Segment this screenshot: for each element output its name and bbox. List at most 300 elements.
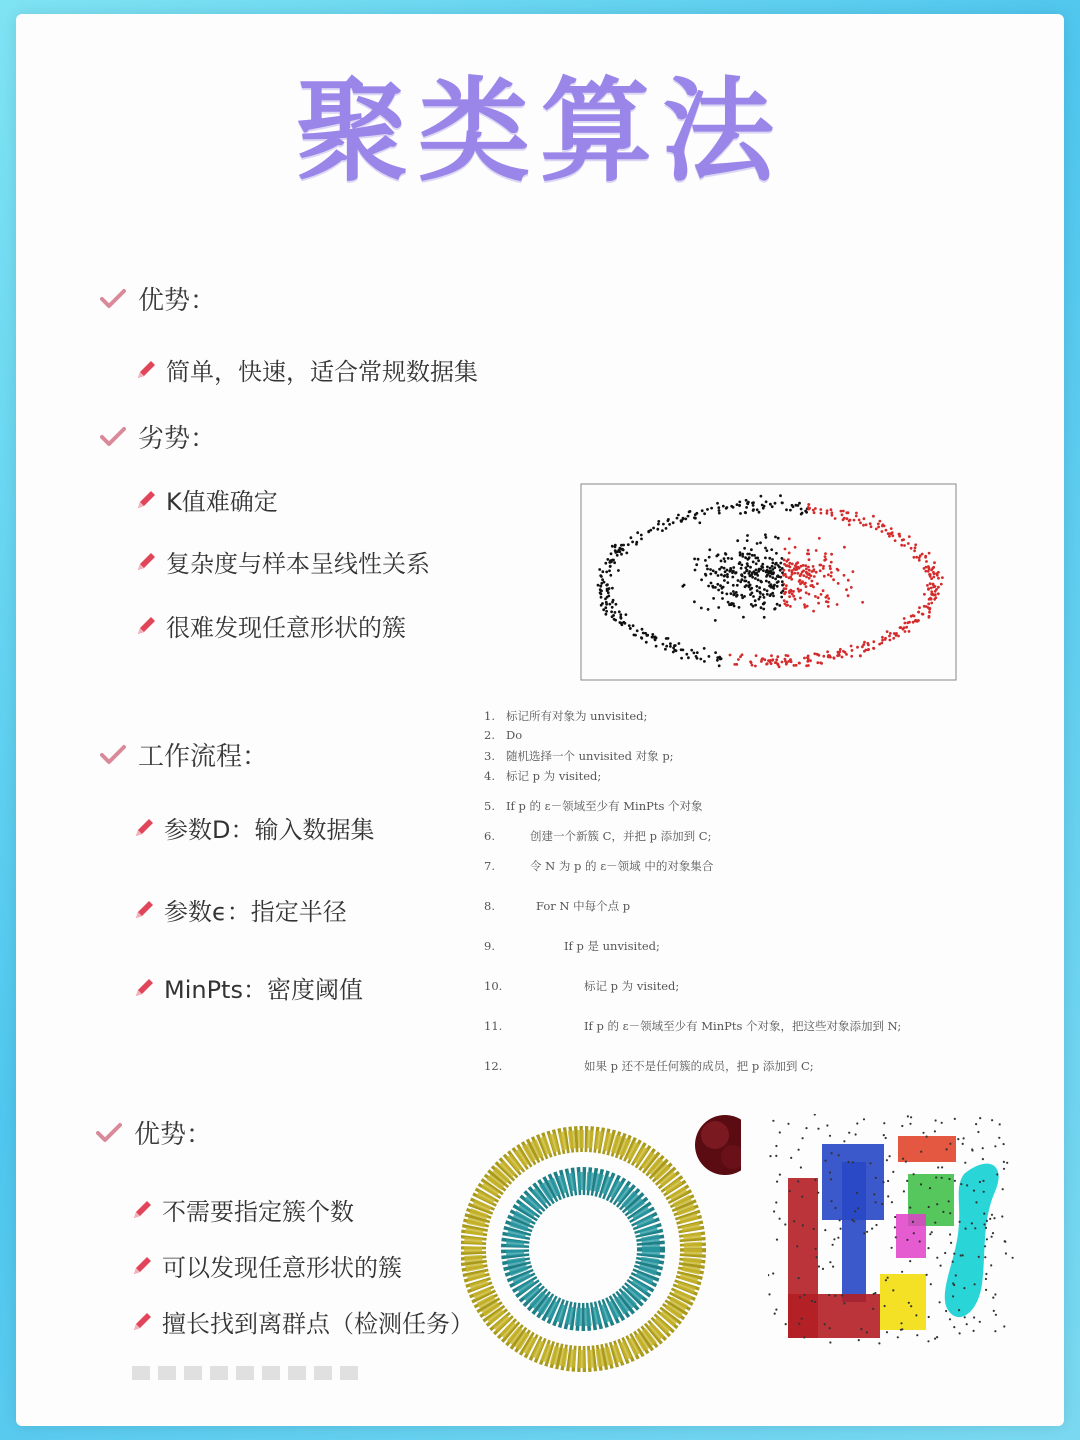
scatter-point — [763, 658, 766, 661]
scatter-point — [640, 538, 643, 541]
scatter-point — [755, 654, 758, 657]
scatter-point — [720, 560, 723, 563]
noise-point — [793, 1220, 795, 1222]
noise-point — [799, 1296, 801, 1298]
scatter-point — [611, 545, 614, 548]
noise-point — [936, 1257, 938, 1259]
scatter-point — [611, 601, 614, 604]
scatter-point — [842, 650, 845, 653]
noise-point — [779, 1218, 781, 1220]
noise-point — [769, 1155, 771, 1157]
scatter-point — [803, 603, 806, 606]
noise-point — [829, 1171, 831, 1173]
scatter-point — [791, 569, 794, 572]
scatter-point — [633, 634, 636, 637]
scatter-point — [801, 571, 804, 574]
list-item: 参数D：输入数据集 — [132, 810, 374, 845]
scatter-point — [760, 495, 763, 498]
scatter-point — [808, 569, 811, 572]
scatter-point — [792, 505, 795, 508]
noise-point — [909, 1123, 911, 1125]
scatter-point — [620, 544, 623, 547]
scatter-point — [759, 541, 762, 544]
pencil-icon — [130, 1198, 154, 1222]
noise-point — [798, 1277, 800, 1279]
noise-point — [875, 1177, 877, 1179]
noise-point — [993, 1217, 995, 1219]
scatter-point — [657, 520, 660, 523]
scatter-point — [768, 581, 771, 584]
scatter-point — [852, 570, 855, 573]
scatter-point — [736, 503, 739, 506]
scatter-point — [612, 614, 615, 617]
list-item: MinPts：密度阈值 — [132, 970, 363, 1005]
scatter-point — [910, 547, 913, 550]
scatter-point — [809, 584, 812, 587]
scatter-point — [814, 595, 817, 598]
scatter-point — [624, 622, 627, 625]
noise-point — [897, 1336, 899, 1338]
scatter-point — [758, 511, 761, 514]
scatter-point — [743, 547, 746, 550]
scatter-point — [806, 605, 809, 608]
scatter-point — [720, 573, 723, 576]
scatter-point — [804, 510, 807, 513]
scatter-point — [783, 592, 786, 595]
scatter-point — [716, 502, 719, 505]
noise-point — [934, 1222, 936, 1224]
scatter-point — [779, 576, 782, 579]
scatter-point — [791, 573, 794, 576]
noise-point — [892, 1289, 894, 1291]
scatter-point — [850, 645, 853, 648]
scatter-point — [805, 571, 808, 574]
scatter-point — [830, 508, 833, 511]
scatter-point — [717, 589, 720, 592]
scatter-point — [740, 564, 743, 567]
scatter-point — [807, 549, 810, 552]
scatter-point — [744, 511, 747, 514]
noise-point — [978, 1256, 980, 1258]
noise-point — [829, 1261, 831, 1263]
scatter-point — [672, 521, 675, 524]
noise-point — [952, 1295, 954, 1297]
scatter-point — [841, 513, 844, 516]
scatter-point — [887, 532, 890, 535]
scatter-point — [600, 596, 603, 599]
noise-point — [983, 1223, 985, 1225]
scatter-point — [776, 603, 779, 606]
noise-point — [886, 1159, 888, 1161]
scatter-point — [788, 552, 791, 555]
scatter-point — [707, 608, 710, 611]
scatter-point — [613, 561, 616, 564]
scatter-point — [799, 574, 802, 577]
scatter-point — [739, 551, 742, 554]
scatter-point — [599, 574, 602, 577]
noise-point — [990, 1264, 992, 1266]
scatter-point — [741, 578, 744, 581]
scatter-point — [908, 630, 911, 633]
scatter-point — [776, 585, 779, 588]
scatter-point — [760, 658, 763, 661]
scatter-point — [601, 578, 604, 581]
scatter-point — [822, 655, 825, 658]
scatter-point — [744, 576, 747, 579]
scatter-point — [765, 575, 768, 578]
scatter-point — [784, 602, 787, 605]
scatter-point — [741, 596, 744, 599]
scatter-point — [850, 586, 853, 589]
noise-point — [945, 1310, 947, 1312]
scatter-point — [684, 518, 687, 521]
scatter-point — [693, 516, 696, 519]
noise-point — [828, 1294, 830, 1296]
scatter-point — [791, 563, 794, 566]
scatter-point — [754, 599, 757, 602]
noise-point — [883, 1134, 885, 1136]
pencil-icon — [134, 488, 158, 512]
scatter-point — [746, 534, 749, 537]
scatter-point — [655, 637, 658, 640]
noise-point — [920, 1183, 922, 1185]
kmeans-scatter-image — [536, 466, 966, 696]
scatter-point — [755, 585, 758, 588]
noise-point — [830, 1200, 832, 1202]
scatter-point — [696, 651, 699, 654]
scatter-point — [766, 549, 769, 552]
scatter-point — [721, 597, 724, 600]
scatter-point — [726, 581, 729, 584]
scatter-point — [847, 594, 850, 597]
scatter-point — [719, 584, 722, 587]
scatter-point — [855, 515, 858, 518]
scatter-point — [733, 593, 736, 596]
page-title: 聚类算法 — [296, 67, 784, 197]
noise-point — [843, 1140, 845, 1142]
scatter-point — [707, 585, 710, 588]
scatter-point — [811, 580, 814, 583]
scatter-point — [839, 648, 842, 651]
scatter-point — [870, 525, 873, 528]
scatter-point — [807, 664, 810, 667]
list-item: 很难发现任意形状的簇 — [134, 608, 406, 643]
scatter-point — [812, 586, 815, 589]
scatter-point — [717, 606, 720, 609]
scatter-point — [700, 607, 703, 610]
noise-point — [894, 1226, 896, 1228]
scatter-point — [788, 562, 791, 565]
scatter-point — [897, 635, 900, 638]
scatter-point — [764, 533, 767, 536]
scatter-point — [753, 554, 756, 557]
noise-point — [775, 1155, 777, 1157]
scatter-point — [739, 561, 742, 564]
scatter-point — [709, 568, 712, 571]
scatter-point — [805, 591, 808, 594]
noise-point — [940, 1265, 942, 1267]
scatter-point — [618, 550, 621, 553]
scatter-point — [726, 573, 729, 576]
scatter-point — [879, 520, 882, 523]
scatter-point — [757, 579, 760, 582]
scatter-point — [817, 602, 820, 605]
noise-point — [853, 1220, 855, 1222]
scatter-point — [808, 507, 811, 510]
scatter-point — [901, 539, 904, 542]
scatter-point — [620, 553, 623, 556]
noise-point — [960, 1183, 962, 1185]
noise-point — [953, 1284, 955, 1286]
scatter-point — [694, 569, 697, 572]
scatter-point — [604, 598, 607, 601]
scatter-point — [912, 621, 915, 624]
scatter-point — [758, 586, 761, 589]
scatter-point — [718, 656, 721, 659]
scatter-point — [712, 597, 715, 600]
noise-point — [857, 1207, 859, 1209]
noise-point — [977, 1131, 979, 1133]
noise-point — [949, 1318, 951, 1320]
scatter-point — [610, 610, 613, 613]
noise-point — [768, 1293, 770, 1295]
scatter-point — [680, 519, 683, 522]
scatter-point — [678, 642, 681, 645]
scatter-point — [618, 610, 621, 613]
noise-point — [813, 1228, 815, 1230]
scatter-point — [825, 600, 828, 603]
scatter-point — [752, 509, 755, 512]
scatter-point — [768, 557, 771, 560]
noise-point — [826, 1124, 828, 1126]
scatter-point — [709, 573, 712, 576]
noise-point — [920, 1151, 922, 1153]
scatter-point — [774, 502, 777, 505]
noise-point — [887, 1180, 889, 1182]
noise-point — [837, 1237, 839, 1239]
scatter-point — [627, 543, 630, 546]
noise-point — [892, 1171, 894, 1173]
scatter-point — [748, 572, 751, 575]
noise-point — [930, 1283, 932, 1285]
scatter-point — [927, 587, 930, 590]
noise-point — [772, 1120, 774, 1122]
noise-point — [966, 1323, 968, 1325]
scatter-point — [750, 548, 753, 551]
scatter-point — [617, 569, 620, 572]
scatter-point — [819, 508, 822, 511]
list-item: 不需要指定簇个数 — [130, 1192, 354, 1227]
noise-point — [935, 1119, 937, 1121]
scatter-point — [605, 603, 608, 606]
scatter-point — [739, 554, 742, 557]
scatter-point — [755, 557, 758, 560]
scatter-point — [834, 517, 837, 520]
scatter-point — [756, 542, 759, 545]
scatter-point — [898, 533, 901, 536]
noise-point — [934, 1130, 936, 1132]
scatter-point — [598, 568, 601, 571]
scatter-point — [816, 661, 819, 664]
scatter-point — [597, 584, 600, 587]
scatter-point — [665, 645, 668, 648]
scatter-point — [661, 529, 664, 532]
scatter-point — [891, 534, 894, 537]
noise-point — [883, 1122, 885, 1124]
scatter-point — [779, 562, 782, 565]
scatter-point — [619, 621, 622, 624]
noise-point — [1005, 1252, 1007, 1254]
scatter-point — [925, 566, 928, 569]
noise-point — [985, 1278, 987, 1280]
scatter-point — [757, 559, 760, 562]
scatter-point — [861, 601, 864, 604]
pencil-icon — [130, 1254, 154, 1278]
noise-point — [875, 1224, 877, 1226]
scatter-point — [907, 542, 910, 545]
scatter-point — [770, 662, 773, 665]
scatter-point — [862, 524, 865, 527]
scatter-point — [615, 603, 618, 606]
noise-point — [787, 1123, 789, 1125]
scatter-point — [927, 565, 930, 568]
scatter-point — [700, 578, 703, 581]
scatter-point — [611, 587, 614, 590]
noise-point — [779, 1131, 781, 1133]
scatter-point — [856, 646, 859, 649]
noise-point — [814, 1179, 816, 1181]
scatter-point — [846, 517, 849, 520]
scatter-point — [774, 578, 777, 581]
scatter-point — [924, 570, 927, 573]
scatter-point — [811, 570, 814, 573]
scatter-point — [908, 535, 911, 538]
scatter-point — [771, 558, 774, 561]
scatter-point — [759, 580, 762, 583]
noise-point — [901, 1125, 903, 1127]
scatter-point — [771, 562, 774, 565]
scatter-point — [756, 508, 759, 511]
scatter-point — [855, 512, 858, 515]
scatter-point — [726, 506, 729, 509]
scatter-point — [755, 562, 758, 565]
scatter-point — [605, 584, 608, 587]
scatter-point — [717, 506, 720, 509]
scatter-point — [837, 582, 840, 585]
noise-point — [949, 1233, 951, 1235]
noise-point — [802, 1224, 804, 1226]
scatter-point — [697, 558, 700, 561]
scatter-point — [820, 662, 823, 665]
list-item: 复杂度与样本呈线性关系 — [134, 544, 430, 579]
scatter-point — [762, 569, 765, 572]
scatter-point — [721, 587, 724, 590]
scatter-point — [794, 546, 797, 549]
scatter-point — [830, 561, 833, 564]
noise-point — [929, 1187, 931, 1189]
scatter-point — [693, 558, 696, 561]
scatter-point — [829, 656, 832, 659]
noise-point — [866, 1231, 868, 1233]
noise-point — [991, 1236, 993, 1238]
noise-point — [953, 1326, 955, 1328]
scatter-point — [616, 554, 619, 557]
scatter-point — [730, 505, 733, 508]
scatter-point — [628, 624, 631, 627]
noise-point — [949, 1212, 951, 1214]
scatter-point — [761, 563, 764, 566]
scatter-point — [769, 593, 772, 596]
noise-point — [962, 1143, 964, 1145]
scatter-point — [738, 606, 741, 609]
scatter-point — [614, 551, 617, 554]
scatter-point — [731, 576, 734, 579]
scatter-point — [766, 593, 769, 596]
scatter-point — [881, 636, 884, 639]
scatter-point — [723, 575, 726, 578]
scatter-point — [766, 662, 769, 665]
noise-point — [789, 1190, 791, 1192]
scatter-point — [657, 523, 660, 526]
noise-point — [994, 1145, 996, 1147]
scatter-point — [781, 502, 784, 505]
scatter-point — [804, 582, 807, 585]
scatter-point — [932, 586, 935, 589]
scatter-point — [843, 546, 846, 549]
noise-point — [948, 1200, 950, 1202]
scatter-point — [886, 630, 889, 633]
scatter-point — [881, 639, 884, 642]
scatter-point — [902, 628, 905, 631]
scatter-point — [762, 608, 765, 611]
scatter-point — [792, 590, 795, 593]
scatter-point — [640, 534, 643, 537]
noise-point — [910, 1116, 912, 1118]
noise-point — [944, 1252, 946, 1254]
noise-point — [906, 1239, 908, 1241]
scatter-point — [753, 570, 756, 573]
scatter-point — [853, 519, 856, 522]
scatter-point — [872, 640, 875, 643]
scatter-point — [746, 562, 749, 565]
noise-point — [915, 1314, 917, 1316]
noise-point — [975, 1123, 977, 1125]
heading-workflow: 工作流程： — [100, 736, 268, 773]
scatter-point — [805, 568, 808, 571]
noise-point — [906, 1180, 908, 1182]
scatter-point — [781, 661, 784, 664]
scatter-point — [775, 562, 778, 565]
scatter-point — [780, 596, 783, 599]
scatter-point — [712, 569, 715, 572]
scatter-point — [703, 647, 706, 650]
scatter-point — [806, 660, 809, 663]
scatter-point — [604, 562, 607, 565]
scatter-point — [760, 606, 763, 609]
scatter-point — [819, 569, 822, 572]
scatter-point — [667, 637, 670, 640]
noise-point — [971, 1148, 973, 1150]
scatter-point — [731, 571, 734, 574]
noise-point — [909, 1260, 911, 1262]
scatter-point — [710, 507, 713, 510]
noise-point — [1006, 1162, 1008, 1164]
scatter-point — [725, 593, 728, 596]
scatter-point — [869, 522, 872, 525]
scatter-point — [758, 568, 761, 571]
scatter-point — [745, 499, 748, 502]
scatter-point — [656, 528, 659, 531]
